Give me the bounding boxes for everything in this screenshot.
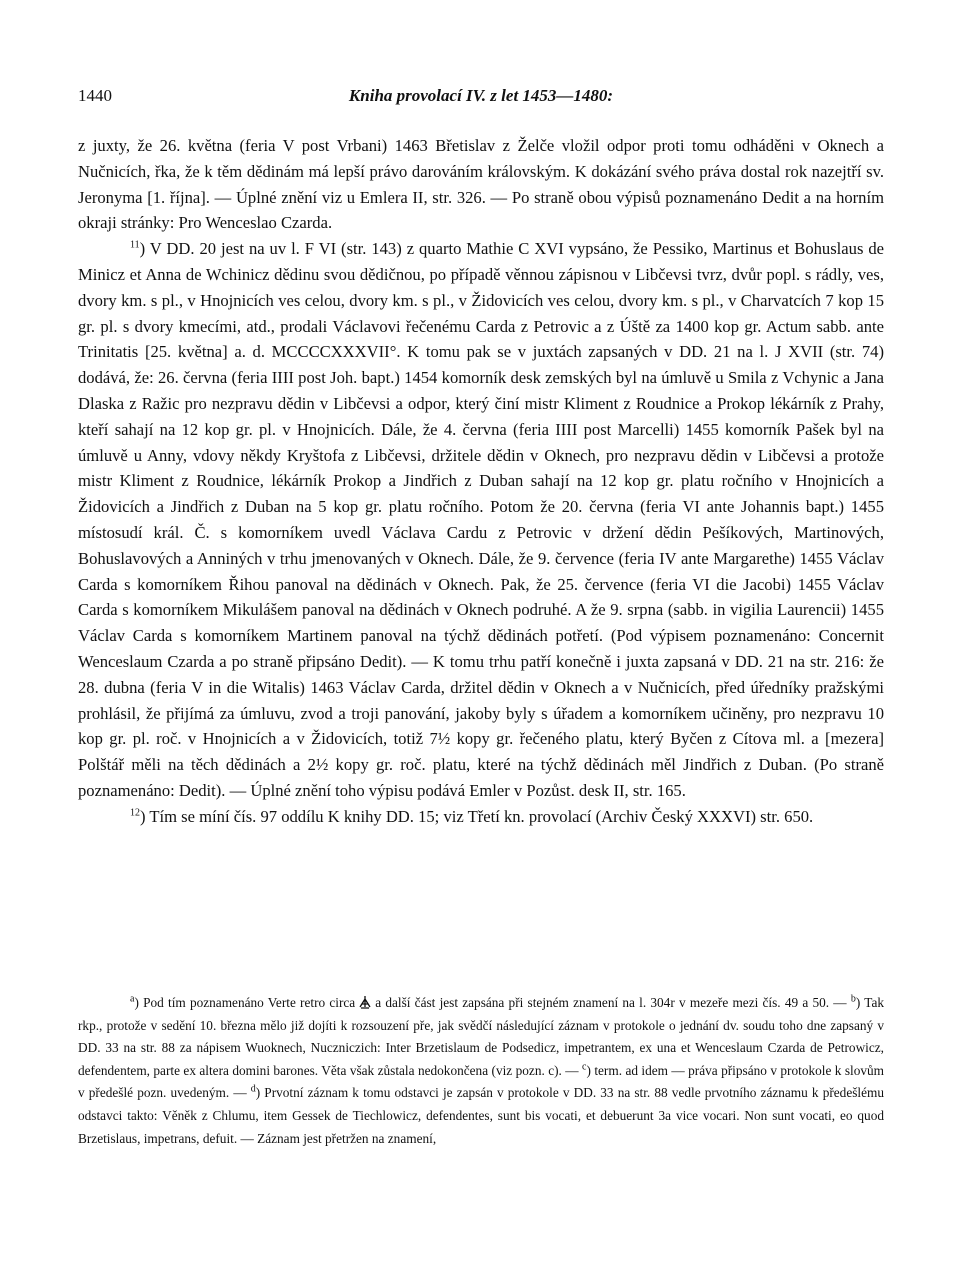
footnote-b-text: ) Tak rkp., protože v sedění 10. března mělo již dojíti k rozsouzení pře, jak svědčí následující záznam v protokole o jednání dv. soudu toho dne zapsaný v DD. 33 na str. 88 za nápisem Wuoknech, Nuczniczich: Inter Brzetislaum de Podsedicz, impetrantem, ex una et Wenceslaum Czarda de Petrowicz, defendentem, parte ex altera domini barones. Věta však zůstala nedokončena (viz pozn. c). — bbox=[78, 995, 884, 1078]
footnote-d-mark: d bbox=[250, 1083, 256, 1095]
footnotes bbox=[78, 992, 884, 1150]
footnote-c-mark: c bbox=[582, 1061, 587, 1073]
note-12 bbox=[78, 804, 884, 830]
paragraph-continuation: z juxty, že 26. května (feria V post Vrbani) 1463 Břetislav z Želče vložil odpor proti tomu odháděni v Oknech a Nučnicích, řka, že k těm dědinám má lepší právo darováním královským. K dokázání svého práva dostal rok nazejtří sv. Jeronyma [1. října]. — Úplné znění viz u Emlera II, str. 326. — Po straně obou výpisů poznamenáno Dedit a na horním okraji stránky: Pro Wenceslao Czarda. bbox=[78, 136, 884, 233]
footnote-a-text-1: ) Pod tím poznamenáno Verte retro circa bbox=[134, 995, 356, 1010]
sigla-mark-icon bbox=[358, 995, 372, 1009]
running-title: Kniha provolací IV. z let 1453—1480: bbox=[348, 86, 614, 105]
note-11 bbox=[78, 236, 884, 804]
page-header bbox=[78, 86, 884, 110]
note-12-text: ) Tím se míní čís. 97 oddílu K knihy DD. 15; viz Třetí kn. provolací (Archiv Český XXXVI) str. 650. bbox=[140, 806, 814, 826]
page-number: 1440 bbox=[78, 86, 112, 105]
footnote-d-text: ) Prvotní záznam k tomu odstavci je zapsán v protokole v DD. 33 na str. 88 vedle prvotního záznamu k předešlému odstavci takto: Věněk z Chlumu, item Gessek de Tiechlowicz, defendentes, sunt bis vocati, et debuerunt 3a vice vocari. Non sunt vocati, eo quod Brzetislaus, impetrans, defuit. — Záznam jest přetržen na znamení, bbox=[78, 1085, 884, 1146]
footnote-a-text-2: a další část jest zapsána při stejném znamení na l. 304r v mezeře mezi čís. 49 a 50. — bbox=[375, 995, 847, 1010]
footnote-c-text: ) term. ad idem — práva připsáno v protokole k slovům v předešlé pozn. uvedeným. — bbox=[78, 1062, 885, 1101]
footnote-b-mark: b bbox=[850, 993, 856, 1005]
footnote-a-mark: a bbox=[130, 993, 135, 1005]
note-12-mark: 12 bbox=[130, 807, 140, 819]
note-11-mark: 11 bbox=[130, 239, 140, 251]
note-11-text: ) V DD. 20 jest na uv l. F VI (str. 143) z quarto Mathie C XVI vypsáno, že Pessiko, Martinus et Bohuslaus de Minicz et Anna de Wchinicz dědinu svou dědičnou, po případě věnnou zápisnou v Libčevsi tvrz, dvůr popl. s rádly, ves, dvory km. s pl., v Hnojnicích ves celou, dvory km. s pl., v Židovicích ves celou, dvory km. s pl., v Charvatcích 7 kop 15 gr. pl. s dvory kmecími, atd., prodali Václavovi řečenému Carda z Petrovic a z Úště za 1400 kop gr. Actum sabb. ante Trinitatis [25. května] a. d. MCCCCXXXVII°. K tomu pak se v juxtách zapsaných v DD. 21 na l. J XVII (str. 74) dodává, že: 26. června (feria IIII post Joh. bapt.) 1454 komorník desk zemských byl na úmluvě u Smila z Vchynic a Jana Dlaska z Ražic pro nezpravu dědin v Libčevsi a odpor, který činí mistr Kliment z Roudnice a Prokop lékárník z Prahy, kteří sahají na 12 kop gr. pl. v Hnojnicích. Dále, že 4. června (feria IIII post Marcelli) 1455 komorník Pašek byl na úmluvě u Anny, vdovy někdy Kryštofa z Libčevsi, držitele dědin v Oknech, pro nezpravu dědin v Libčevsi a protože mistr Kliment z Roudnice, lékárník Prokop a Jindřich z Duban sahají na 12 kop gr. platu ročního v Hnojnicích a Židovicích a Jindřich z Duban na 5 kop gr. platu ročního. Potom že 20. června (feria VI ante Johannis bapt.) 1455 místosudí král. Č. s komorníkem uvedl Václava Cardu z Petrovic v držení dědin Pešíkových, Martinových, Bohuslavových a Anniných v trhu jmenovaných v Oknech. Dále, že 9. července (feria IV ante Margarethe) 1455 Václav Carda s komorníkem Řihou panoval na dědinách v Oknech. Pak, že 25. července (feria VI die Jacobi) 1455 Václav Carda s komorníkem Mikulášem panoval na dědinách v Oknech podruhé. A že 9. srpna (sabb. in vigilia Laurencii) 1455 Václav Carda s komorníkem Martinem panoval na týchž dědinách potřetí. (Pod výpisem poznamenáno: Concernit Wenceslaum Czarda a po straně připsáno Dedit). — K tomu trhu patří konečně i juxta zapsaná v DD. 21 na str. 216: že 28. dubna (feria V in die Witalis) 1463 Václav Carda, držitel dědin v Oknech a v Nučnicích, před úředníky pražskými prohlásil, že přijímá za úmluvu, zvod a troji panování, jakoby byly s úřadem a komorníkem učiněny, pro nezpravu 10 kop gr. pl. roč. v Hnojnicích a v Židovicích, totiž 7½ kopy gr. řečeného platu, který Byčen z Cítova ml. a [mezera] Polštář měli na těch dědinách a 2½ kopy gr. roč. platu, které na týchž dědinách měl Jindřich z Duban. (Po straně poznamenáno: Dedit). — Úplné znění toho výpisu podává Emler v Pozůst. desk II, str. 165. bbox=[78, 239, 884, 800]
main-text bbox=[78, 133, 884, 830]
footnote-a bbox=[78, 992, 884, 1150]
